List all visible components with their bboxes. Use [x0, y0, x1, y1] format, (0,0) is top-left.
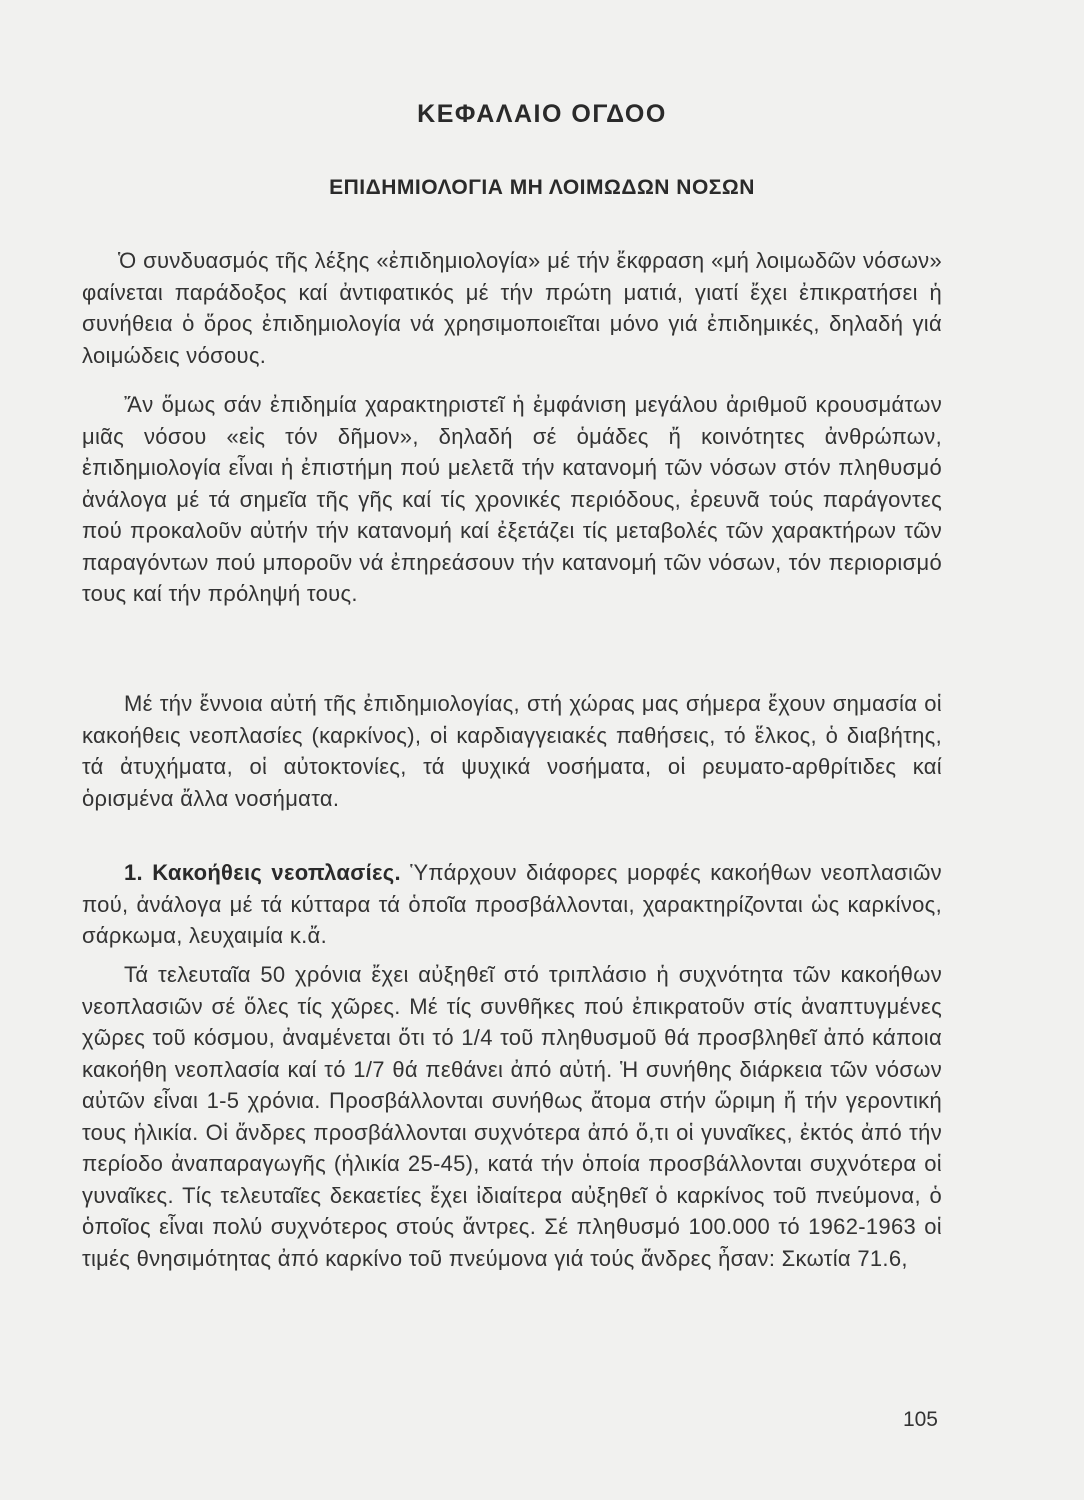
paragraph-significance: [82, 688, 942, 814]
subsection-heading: 1. Κακοήθεις νεοπλασίες.: [124, 860, 401, 885]
paragraph-significance-text: Μέ τήν ἔννοια αὐτή τῆς ἐπιδημιολογίας, στή χώρας μας σήμερα ἔχουν σημασία οἱ κακοήθεις νεοπλασίες (καρκίνος), οἱ καρδιαγγειακές παθήσεις, τό ἕλκος, ὁ διαβήτης, τά ἀτυχήματα, οἱ αὐτοκτονίες, τά ψυχικά νοσήματα, οἱ ρευματο-αρθρίτιδες καί ὁρισμένα ἄλλα νοσήματα.: [82, 691, 942, 811]
page-number: 105: [902, 1408, 938, 1431]
paragraph-statistics: [82, 959, 942, 1274]
chapter-title: ΚΕΦΑΛΑΙΟ ΟΓΔΟΟ: [417, 100, 667, 128]
paragraph-statistics-text: Τά τελευταῖα 50 χρόνια ἔχει αὐξηθεῖ στό τριπλάσιο ἡ συχνότητα τῶν κακοήθων νεοπλασιῶν σέ ὅλες τίς χῶρες. Μέ τίς συνθῆκες πού ἐπικρατοῦν στίς ἀναπτυγμένες χῶρες τοῦ κόσμου, ἀναμένεται ὅτι τό 1/4 τοῦ πληθυσμοῦ θά προσβληθεῖ ἀπό κάποια κακοήθη νεοπλασία καί τό 1/7 θά πεθάνει ἀπό αὐτή. Ἡ συνήθης διάρκεια τῶν νόσων αὐτῶν εἶναι 1-5 χρόνια. Προσβάλλονται συνήθως ἄτομα στήν ὥριμη ἤ τήν γεροντική τους ἡλικία. Οἱ ἄνδρες προσβάλλονται συχνότερα ἀπό ὅ,τι οἱ γυναῖκες, ἐκτός ἀπό τήν περίοδο ἀναπαραγωγῆς (ἡλικία 25-45), κατά τήν ὁποία προσβάλλονται συχνότερα οἱ γυναῖκες. Τίς τελευταῖες δεκαετίες ἔχει ἰδιαίτερα αὐξηθεῖ ὁ καρκίνος τοῦ πνεύμονα, ὁ ὁποῖος εἶναι πολύ συχνότερος στούς ἄντρες. Σέ πληθυσμό 100.000 τό 1962-1963 οἱ τιμές θνησιμότητας ἀπό καρκίνο τοῦ πνεύμονα γιά τούς ἄνδρες ἦσαν: Σκωτία 71.6,: [82, 962, 942, 1271]
paragraph-intro: [82, 245, 942, 371]
paragraph-neoplasms-text: Ὑπάρχουν διάφορες μορφές κακοήθων νεοπλασιῶν πού, ἀνάλογα μέ τά κύτταρα τά ὁποῖα προσβάλλονται, χαρακτηρίζονται ὡς καρκίνος, σάρκωμα, λευχαιμία κ.ἄ.: [82, 860, 942, 948]
section-title: ΕΠΙΔΗΜΙΟΛΟΓΙΑ ΜΗ ΛΟΙΜΩΔΩΝ ΝΟΣΩΝ: [329, 176, 755, 199]
paragraph-definition: [82, 389, 942, 610]
paragraph-definition-text: Ἄν ὅμως σάν ἐπιδημία χαρακτηριστεῖ ἡ ἐμφάνιση μεγάλου ἀριθμοῦ κρουσμάτων μιᾶς νόσου «εἰς τόν δῆμον», δηλαδή σέ ὁμάδες ἤ κοινότητες ἀνθρώπων, ἐπιδημιολογία εἶναι ἡ ἐπιστήμη πού μελετᾶ τήν κατανομή τῶν νόσων στόν πληθυσμό ἀνάλογα μέ τά σημεῖα τῆς γῆς καί τίς χρονικές περιόδους, ἐρευνᾶ τούς παράγοντες πού προκαλοῦν αὐτήν τήν κατανομή καί ἐξετάζει τίς μεταβολές τῶν χαρακτήρων τῶν παραγόντων πού μποροῦν νά ἐπηρεάσουν τήν κατανομή τῶν νόσων, τόν περιορισμό τους καί τήν πρόληψή τους.: [82, 392, 942, 606]
paragraph-intro-text: Ὁ συνδυασμός τῆς λέξης «ἐπιδημιολογία» μέ τήν ἔκφραση «μή λοιμωδῶν νόσων» φαίνεται παράδοξος καί ἀντιφατικός μέ τήν πρώτη ματιά, γιατί ἔχει ἐπικρατήσει ἡ συνήθεια ὁ ὅρος ἐπιδημιολογία νά χρησιμοποιεῖται μόνο γιά ἐπιδημικές, δηλαδή γιά λοιμώδεις νόσους.: [82, 248, 942, 368]
paragraph-neoplasms: [82, 857, 942, 952]
